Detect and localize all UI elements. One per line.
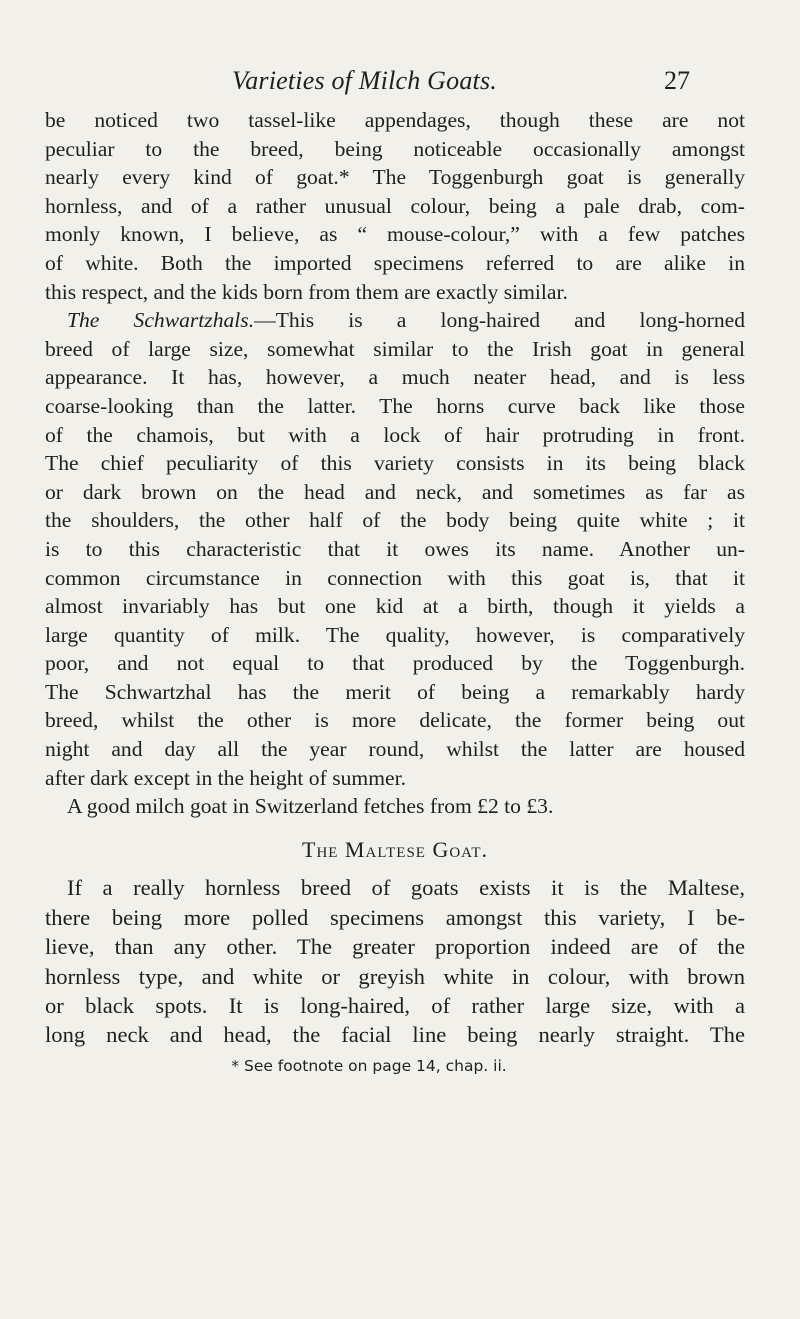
- paragraph-price: A good milch goat in Switzerland fetches from £2 to £3.: [67, 794, 554, 819]
- paragraph-toggenburgh: [45, 106, 745, 306]
- text-line: monly known, I believe, as “ mouse-colour,” with a few patches: [45, 222, 745, 247]
- schwartzhals-heading: The Schwartzhals.: [67, 308, 255, 333]
- paragraph-maltese: [45, 873, 745, 1049]
- text-line: appearance. It has, however, a much neater head, and is less: [45, 365, 745, 390]
- text-line: hornless type, and white or greyish white in colour, with brown: [45, 963, 745, 989]
- page-header: [0, 66, 800, 102]
- text-line: is to this characteristic that it owes its name. Another un-: [45, 536, 745, 561]
- footnote: * See footnote on page 14, chap. ii.: [231, 1056, 507, 1075]
- paragraph-schwartzhals: [45, 306, 745, 792]
- text-line: nearly every kind of goat.* The Toggenburgh goat is generally: [45, 165, 745, 190]
- text-line: The chief peculiarity of this variety consists in its being black: [45, 451, 745, 476]
- text-line: breed, whilst the other is more delicate, the former being out: [45, 708, 745, 733]
- text-line: If a really hornless breed of goats exists it is the Maltese,: [67, 875, 745, 901]
- text-line: long neck and head, the facial line being nearly straight. The: [45, 1022, 745, 1048]
- text-line: there being more polled specimens amongst this variety, I be-: [45, 904, 745, 930]
- page-number: 27: [664, 66, 690, 95]
- text-line: night and day all the year round, whilst the latter are housed: [45, 737, 745, 762]
- running-title: Varieties of Milch Goats.: [232, 66, 497, 95]
- text-line: peculiar to the breed, being noticeable occasionally amongst: [45, 136, 745, 161]
- body-text: [45, 106, 745, 1080]
- text-line: common circumstance in connection with this goat is, that it: [45, 565, 745, 590]
- text-line: of white. Both the imported specimens referred to are alike in: [45, 250, 745, 275]
- text-line: almost invariably has but one kid at a birth, though it yields a: [45, 594, 745, 619]
- text-line: be noticed two tassel-like appendages, though these are not: [45, 108, 745, 132]
- text-line: or black spots. It is long-haired, of rather large size, with a: [45, 993, 745, 1019]
- text-line: The Schwartzhal has the merit of being a remarkably hardy: [45, 679, 745, 704]
- text-line: poor, and not equal to that produced by the Toggenburgh.: [45, 651, 745, 676]
- text-line: hornless, and of a rather unusual colour, being a pale drab, com-: [45, 193, 745, 218]
- text-line: after dark except in the height of summer.: [45, 765, 406, 790]
- section-heading: The Maltese Goat.: [302, 836, 488, 862]
- text-line-rest: —This is a long-haired and long-horned: [254, 308, 745, 333]
- text-line: of the chamois, but with a lock of hair protruding in front.: [45, 422, 745, 447]
- text-line: breed of large size, somewhat similar to the Irish goat in general: [45, 336, 745, 361]
- text-line: this respect, and the kids born from them are exactly similar.: [45, 279, 568, 304]
- text-line: the shoulders, the other half of the body being quite white ; it: [45, 508, 745, 533]
- text-line: lieve, than any other. The greater proportion indeed are of the: [45, 934, 745, 960]
- text-line: coarse-looking than the latter. The horns curve back like those: [45, 393, 745, 418]
- text-line: [45, 306, 745, 335]
- text-line: or dark brown on the head and neck, and sometimes as far as: [45, 479, 745, 504]
- text-line: large quantity of milk. The quality, however, is comparatively: [45, 622, 745, 647]
